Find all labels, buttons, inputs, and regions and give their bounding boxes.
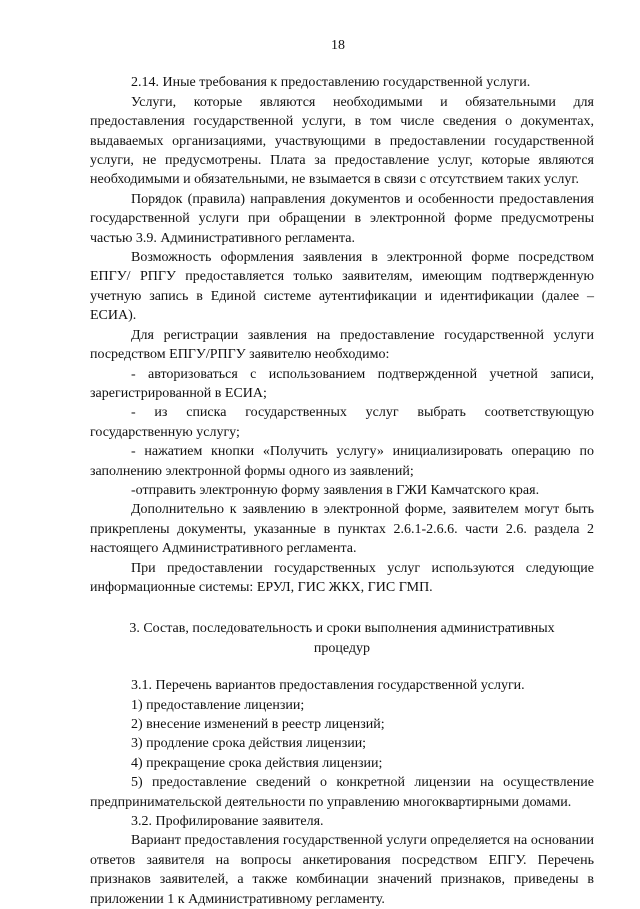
page-number: 18 [331,38,345,53]
section-3-heading [90,619,594,658]
section-3-heading-line1: 3. Состав, последовательность и сроки выполнения административных [129,621,555,637]
step-select-service: - из списка государственных услуг выбрать соответствующую государственную услугу; [90,405,594,440]
section-2-14-title: 2.14. Иные требования к предоставлению государственной услуги. [131,75,531,91]
paragraph-electronic-procedure: Порядок (правила) направления документов и особенности предоставления государственной услуги при обращении в электронной форме предусмотрены частью 3.9. Административного регламента. [90,191,594,246]
step-authorize: - авторизоваться с использованием подтвержденной учетной записи, зарегистрированной в ЕСИА; [90,366,594,401]
section-3-2-title: 3.2. Профилирование заявителя. [131,814,324,830]
paragraph-applicant-profiling: Вариант предоставления государственной услуги определяется на основании ответов заявителя на вопросы анкетирования посредством ЕПГУ. Перечень признаков заявителей, а также комбинации значений признаков, приведены в приложении 1 к Административному регламенту. [90,833,594,907]
section-3-1-title: 3.1. Перечень вариантов предоставления государственной услуги. [131,678,525,694]
list-item: 5) предоставление сведений о конкретной лицензии на осуществление предпринимательской деятельности по управлению многоквартирными домами. [90,775,594,810]
step-send-form: -отправить электронную форму заявления в ГЖИ Камчатского края. [131,482,540,498]
list-item: 3) продление срока действия лицензии; [131,736,367,752]
step-get-service-button: - нажатием кнопки «Получить услугу» инициализировать операцию по заполнению электронной формы одного из заявлений; [90,444,594,479]
paragraph-information-systems: При предоставлении государственных услуг используются следующие информационные системы: ЕРУЛ, ГИС ЖКХ, ГИС ГМП. [90,560,594,595]
paragraph-attached-documents: Дополнительно к заявлению в электронной форме, заявителем могут быть прикреплены документы, указанные в пунктах 2.6.1-2.6.6. части 2.6. раздела 2 настоящего Административного регламента. [90,502,594,557]
list-item: 1) предоставление лицензии; [131,697,305,713]
list-item: 2) внесение изменений в реестр лицензий; [131,717,385,732]
paragraph-registration-intro: Для регистрации заявления на предоставление государственной услуги посредством ЕПГУ/РПГУ заявителю необходимо: [90,327,594,363]
section-3-heading-line2: процедур [313,640,371,656]
list-item: 4) прекращение срока действия лицензии; [131,755,383,771]
paragraph-esia-account: Возможность оформления заявления в электронной форме посредством ЕПГУ/ РПГУ предоставляется только заявителям, имеющим подтвержденную учетную запись в Единой системе аутентификации и идентификации (далее – ЕСИА). [90,250,594,324]
paragraph-necessary-services: Услуги, которые являются необходимыми и обязательными для предоставления государственной услуги, в том числе сведения о документах, выдаваемых организациями, участвующими в предоставлении государственной услуги, не предусмотрены. Плата за предоставление услуг, которые являются необходимыми и обязательными, не взымается в связи с отсутствием таких услуг. [90,94,594,188]
